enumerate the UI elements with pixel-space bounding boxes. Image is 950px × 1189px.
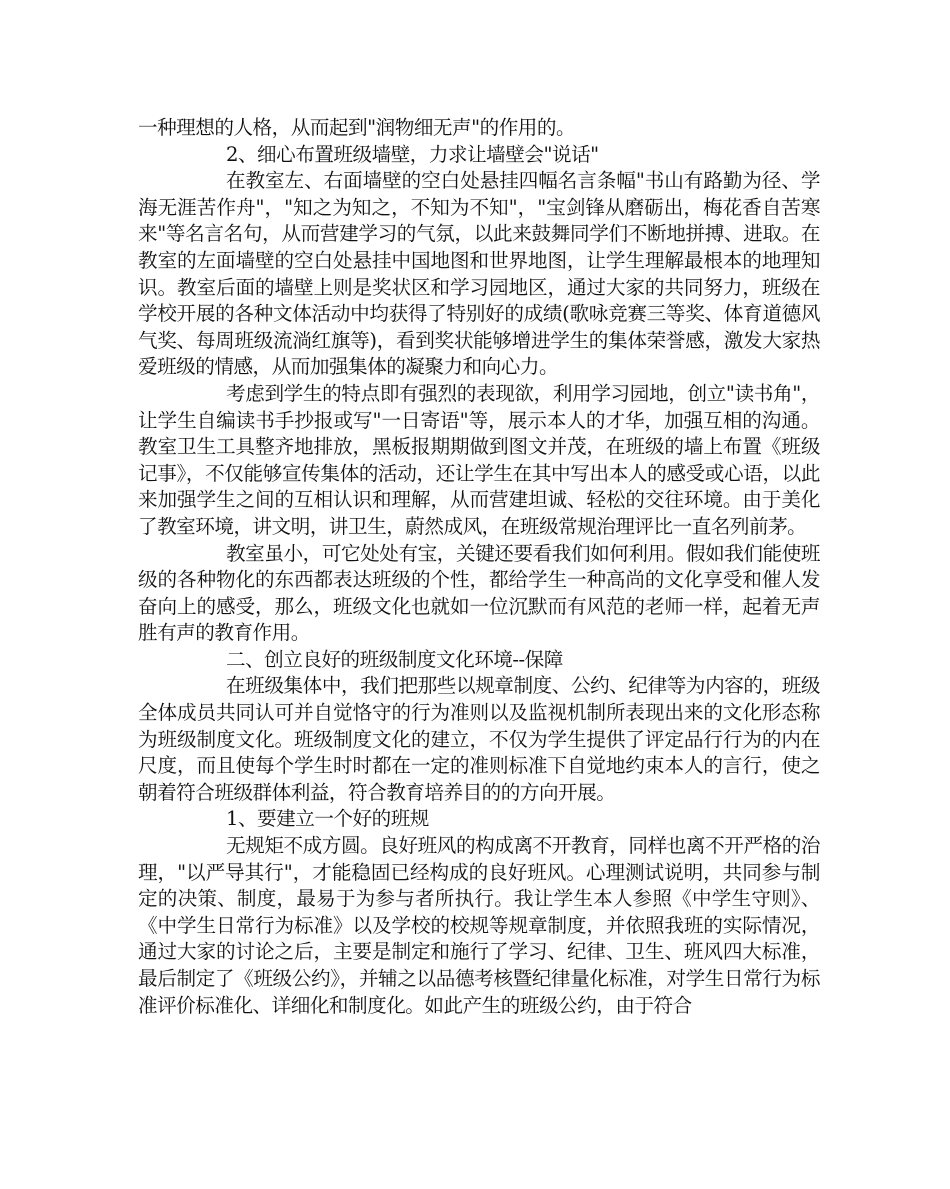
paragraph-classroom-culture: 教室虽小，可它处处有宝，关键还要看我们如何利用。假如我们能使班级的各种物化的东西都表达班级的个性，都给学生一种高尚的文化享受和催人发奋向上的感受，那么，班级文化也就如一位沉默而有风范的老师一样，起着无声胜有声的教育作用。 (138, 541, 820, 645)
section-heading-class-rules: 1、要建立一个好的班规 (226, 807, 429, 831)
section-heading-institutional-culture: 二、创立良好的班级制度文化环境--保障 (226, 647, 563, 671)
paragraph-reading-corner: 考虑到学生的特点即有强烈的表现欲，利用学习园地，创立"读书角"，让学生自编读书手抄报或写"一日寄语"等，展示本人的才华，加强互相的沟通。教室卫生工具整齐地排放，黑板报期期做到图文并茂，在班级的墙上布置《班级记事》，不仅能够宣传集体的活动，还让学生在其中写出本人的感受或心语，以此来加强学生之间的互相认识和理解，从而营建坦诚、轻松的交往环境。由于美化了教室环境，讲文明，讲卫生，蔚然成风，在班级常规治理评比一直名列前茅。 (138, 381, 820, 538)
paragraph-institutional-definition: 在班级集体中，我们把那些以规章制度、公约、纪律等为内容的，班级全体成员共同认可并自觉恪守的行为准则以及监视机制所表现出来的文化形态称为班级制度文化。班级制度文化的建立，不仅为学生提供了评定品行行为的内在尺度，而且使每个学生时时都在一定的准则标准下自觉地约束本人的言行，使之朝着符合班级群体利益，符合教育培养目的的方向开展。 (138, 674, 820, 804)
section-heading-wall-decoration: 2、细心布置班级墙壁，力求让墙壁会"说话" (226, 142, 599, 166)
paragraph-class-rules: 无规矩不成方圆。良好班风的构成离不开教育，同样也离不开严格的治理，"以严导其行"，才能稳固已经构成的良好班风。心理测试说明，共同参与制定的决策、制度，最易于为参与者所执行。我让学生本人参照《中学生守则》、《中学生日常行为标准》以及学校的校规等规章制度，并依照我班的实际情况，通过大家的讨论之后，主要是制定和施行了学习、纪律、卫生、班风四大标准，最后制定了《班级公约》，并辅之以品德考核暨纪律量化标准，对学生日常行为标准评价标准化、详细化和制度化。如此产生的班级公约，由于符合 (138, 834, 820, 1017)
paragraph-wall-mottos: 在教室左、右面墙壁的空白处悬挂四幅名言条幅"书山有路勤为径、学海无涯苦作舟"，"知之为知之，不知为不知"，"宝剑锋从磨砺出，梅花香自苦寒来"等名言名句，从而营建学习的气氛，以此来鼓舞同学们不断地拼搏、进取。在教室的左面墙壁的空白处悬挂中国地图和世界地图，让学生理解最根本的地理知识。教室后面的墙壁上则是奖状区和学习园地区，通过大家的共同努力，班级在学校开展的各种文体活动中均获得了特别好的成绩(歌咏竞赛三等奖、体育道德风气奖、每周班级流淌红旗等)，看到奖状能够增进学生的集体荣誉感，激发大家热爱班级的情感，从而加强集体的凝聚力和向心力。 (138, 169, 820, 379)
paragraph-continuation: 一种理想的人格，从而起到"润物细无声"的作用的。 (138, 116, 576, 139)
document-page (138, 115, 820, 1019)
